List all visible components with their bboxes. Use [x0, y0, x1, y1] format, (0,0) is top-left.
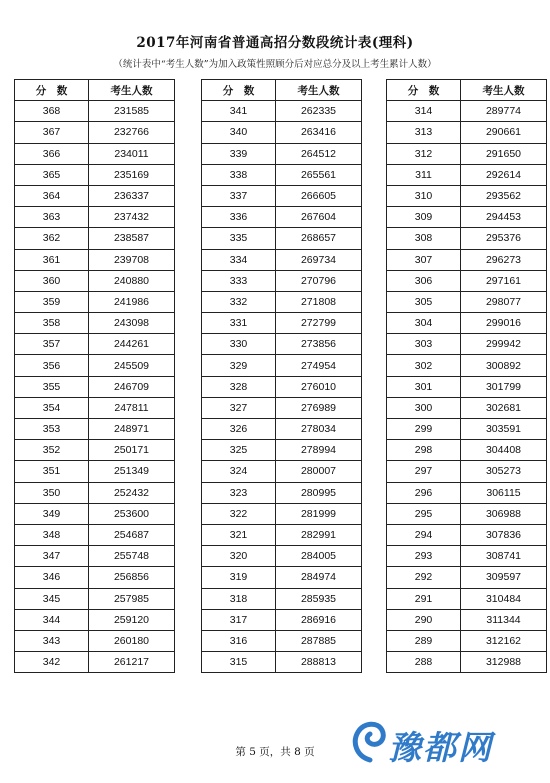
- table-row: [202, 355, 362, 376]
- count-cell: 254687: [89, 524, 175, 545]
- count-cell: 234011: [89, 143, 175, 164]
- table-row: [15, 376, 175, 397]
- score-cell: 342: [15, 652, 89, 673]
- count-cell: 312988: [461, 652, 547, 673]
- table-row: [202, 101, 362, 122]
- count-cell: 291650: [461, 143, 547, 164]
- table-row: [15, 355, 175, 376]
- table-row: [202, 143, 362, 164]
- table-row: [387, 334, 547, 355]
- table-row: [202, 185, 362, 206]
- table-row: [202, 270, 362, 291]
- score-cell: 302: [387, 355, 461, 376]
- count-cell: 267604: [276, 207, 362, 228]
- table-row: [387, 101, 547, 122]
- score-cell: 339: [202, 143, 276, 164]
- count-cell: 255748: [89, 546, 175, 567]
- score-cell: 332: [202, 291, 276, 312]
- count-cell: 238587: [89, 228, 175, 249]
- table-row: [202, 376, 362, 397]
- count-cell: 278994: [276, 440, 362, 461]
- header-score: 分 数: [387, 80, 461, 101]
- table-row: [15, 524, 175, 545]
- score-cell: 329: [202, 355, 276, 376]
- count-cell: 287885: [276, 630, 362, 651]
- header-count: 考生人数: [461, 80, 547, 101]
- score-cell: 316: [202, 630, 276, 651]
- page-number: 第 5 页，共 8 页: [235, 746, 315, 758]
- header-count: 考生人数: [276, 80, 362, 101]
- score-cell: 313: [387, 122, 461, 143]
- table-row: [202, 652, 362, 673]
- count-cell: 301799: [461, 376, 547, 397]
- table-row: [387, 567, 547, 588]
- table-row: [15, 630, 175, 651]
- count-cell: 309597: [461, 567, 547, 588]
- table-row: [387, 630, 547, 651]
- count-cell: 281999: [276, 503, 362, 524]
- table-row: [15, 334, 175, 355]
- score-cell: 343: [15, 630, 89, 651]
- watermark-logo: [348, 716, 544, 768]
- score-cell: 360: [15, 270, 89, 291]
- count-cell: 235169: [89, 164, 175, 185]
- table-row: [15, 313, 175, 334]
- score-cell: 341: [202, 101, 276, 122]
- count-cell: 305273: [461, 461, 547, 482]
- table-row: [15, 397, 175, 418]
- table-row: [387, 461, 547, 482]
- table-row: [387, 228, 547, 249]
- count-cell: 232766: [89, 122, 175, 143]
- table-row: [387, 652, 547, 673]
- table-row: [15, 588, 175, 609]
- score-cell: 353: [15, 419, 89, 440]
- score-cell: 362: [15, 228, 89, 249]
- score-cell: 340: [202, 122, 276, 143]
- score-cell: 367: [15, 122, 89, 143]
- score-cell: 346: [15, 567, 89, 588]
- count-cell: 304408: [461, 440, 547, 461]
- count-cell: 274954: [276, 355, 362, 376]
- count-cell: 263416: [276, 122, 362, 143]
- score-cell: 327: [202, 397, 276, 418]
- count-cell: 266605: [276, 185, 362, 206]
- table-row: [387, 270, 547, 291]
- table-row: [15, 461, 175, 482]
- count-cell: 236337: [89, 185, 175, 206]
- score-cell: 308: [387, 228, 461, 249]
- document-title: 2017年河南省普通高招分数段统计表(理科): [136, 35, 414, 51]
- count-cell: 244261: [89, 334, 175, 355]
- score-cell: 297: [387, 461, 461, 482]
- count-cell: 265561: [276, 164, 362, 185]
- score-cell: 315: [202, 652, 276, 673]
- count-cell: 240880: [89, 270, 175, 291]
- table-row: [387, 397, 547, 418]
- score-cell: 319: [202, 567, 276, 588]
- table-row: [202, 546, 362, 567]
- count-cell: 239708: [89, 249, 175, 270]
- table-row: [202, 122, 362, 143]
- score-cell: 354: [15, 397, 89, 418]
- score-cell: 305: [387, 291, 461, 312]
- count-cell: 276010: [276, 376, 362, 397]
- count-cell: 286916: [276, 609, 362, 630]
- score-cell: 352: [15, 440, 89, 461]
- count-cell: 306115: [461, 482, 547, 503]
- table-row: [202, 249, 362, 270]
- count-cell: 299942: [461, 334, 547, 355]
- table-row: [202, 291, 362, 312]
- table-row: [15, 567, 175, 588]
- count-cell: 261217: [89, 652, 175, 673]
- score-cell: 293: [387, 546, 461, 567]
- table-row: [15, 143, 175, 164]
- watermark-text: 豫都网: [388, 728, 493, 767]
- count-cell: 300892: [461, 355, 547, 376]
- table-row: [202, 609, 362, 630]
- count-cell: 276989: [276, 397, 362, 418]
- score-cell: 322: [202, 503, 276, 524]
- count-cell: 247811: [89, 397, 175, 418]
- count-cell: 259120: [89, 609, 175, 630]
- count-cell: 289774: [461, 101, 547, 122]
- table-row: [202, 207, 362, 228]
- table-row: [202, 524, 362, 545]
- table-row: [202, 461, 362, 482]
- header-row: [202, 80, 362, 101]
- score-table-2: [201, 79, 362, 673]
- score-cell: 304: [387, 313, 461, 334]
- table-row: [387, 207, 547, 228]
- score-cell: 306: [387, 270, 461, 291]
- table-row: [15, 440, 175, 461]
- count-cell: 294453: [461, 207, 547, 228]
- table-row: [15, 291, 175, 312]
- header-row: [15, 80, 175, 101]
- table-row: [202, 482, 362, 503]
- count-cell: 303591: [461, 419, 547, 440]
- table-row: [387, 482, 547, 503]
- table-row: [387, 313, 547, 334]
- score-cell: 328: [202, 376, 276, 397]
- score-cell: 317: [202, 609, 276, 630]
- count-cell: 248971: [89, 419, 175, 440]
- table-row: [15, 122, 175, 143]
- count-cell: 250171: [89, 440, 175, 461]
- count-cell: 273856: [276, 334, 362, 355]
- count-cell: 297161: [461, 270, 547, 291]
- score-cell: 357: [15, 334, 89, 355]
- score-cell: 365: [15, 164, 89, 185]
- count-cell: 251349: [89, 461, 175, 482]
- count-cell: 246709: [89, 376, 175, 397]
- table-row: [202, 419, 362, 440]
- score-cell: 307: [387, 249, 461, 270]
- table-row: [387, 143, 547, 164]
- count-cell: 310484: [461, 588, 547, 609]
- score-cell: 363: [15, 207, 89, 228]
- table-row: [202, 334, 362, 355]
- header-row: [387, 80, 547, 101]
- score-cell: 301: [387, 376, 461, 397]
- score-cell: 366: [15, 143, 89, 164]
- table-row: [202, 567, 362, 588]
- count-cell: 308741: [461, 546, 547, 567]
- score-cell: 303: [387, 334, 461, 355]
- count-cell: 271808: [276, 291, 362, 312]
- score-cell: 355: [15, 376, 89, 397]
- score-cell: 324: [202, 461, 276, 482]
- count-cell: 284974: [276, 567, 362, 588]
- count-cell: 307836: [461, 524, 547, 545]
- count-cell: 299016: [461, 313, 547, 334]
- score-cell: 351: [15, 461, 89, 482]
- score-cell: 289: [387, 630, 461, 651]
- score-cell: 290: [387, 609, 461, 630]
- count-cell: 302681: [461, 397, 547, 418]
- score-cell: 330: [202, 334, 276, 355]
- score-cell: 321: [202, 524, 276, 545]
- count-cell: 237432: [89, 207, 175, 228]
- score-cell: 320: [202, 546, 276, 567]
- table-row: [202, 397, 362, 418]
- count-cell: 280995: [276, 482, 362, 503]
- table-row: [387, 291, 547, 312]
- table-row: [15, 249, 175, 270]
- score-cell: 344: [15, 609, 89, 630]
- count-cell: 253600: [89, 503, 175, 524]
- count-cell: 296273: [461, 249, 547, 270]
- table-row: [387, 164, 547, 185]
- table-row: [15, 419, 175, 440]
- table-row: [387, 546, 547, 567]
- count-cell: 282991: [276, 524, 362, 545]
- score-cell: 331: [202, 313, 276, 334]
- score-cell: 294: [387, 524, 461, 545]
- score-cell: 291: [387, 588, 461, 609]
- score-cell: 310: [387, 185, 461, 206]
- score-cell: 288: [387, 652, 461, 673]
- table-row: [387, 503, 547, 524]
- count-cell: 245509: [89, 355, 175, 376]
- table-row: [387, 419, 547, 440]
- score-cell: 335: [202, 228, 276, 249]
- score-cell: 295: [387, 503, 461, 524]
- document-subtitle: （统计表中“考生人数”为加入政策性照顾分后对应总分及以上考生累计人数）: [113, 59, 437, 70]
- score-cell: 361: [15, 249, 89, 270]
- count-cell: 312162: [461, 630, 547, 651]
- count-cell: 252432: [89, 482, 175, 503]
- count-cell: 256856: [89, 567, 175, 588]
- count-cell: 231585: [89, 101, 175, 122]
- score-cell: 338: [202, 164, 276, 185]
- score-cell: 323: [202, 482, 276, 503]
- table-row: [387, 588, 547, 609]
- count-cell: 278034: [276, 419, 362, 440]
- table-row: [202, 313, 362, 334]
- table-row: [15, 482, 175, 503]
- table-row: [202, 630, 362, 651]
- count-cell: 272799: [276, 313, 362, 334]
- score-cell: 292: [387, 567, 461, 588]
- score-cell: 312: [387, 143, 461, 164]
- table-row: [387, 355, 547, 376]
- count-cell: 292614: [461, 164, 547, 185]
- table-row: [387, 122, 547, 143]
- table-row: [387, 524, 547, 545]
- score-cell: 318: [202, 588, 276, 609]
- score-cell: 345: [15, 588, 89, 609]
- score-cell: 333: [202, 270, 276, 291]
- header-score: 分 数: [202, 80, 276, 101]
- table-row: [15, 546, 175, 567]
- table-row: [15, 270, 175, 291]
- table-row: [387, 609, 547, 630]
- score-cell: 364: [15, 185, 89, 206]
- score-cell: 296: [387, 482, 461, 503]
- score-cell: 300: [387, 397, 461, 418]
- count-cell: 306988: [461, 503, 547, 524]
- table-row: [202, 588, 362, 609]
- count-cell: 268657: [276, 228, 362, 249]
- score-cell: 350: [15, 482, 89, 503]
- score-cell: 347: [15, 546, 89, 567]
- score-cell: 348: [15, 524, 89, 545]
- count-cell: 270796: [276, 270, 362, 291]
- count-cell: 288813: [276, 652, 362, 673]
- table-row: [202, 503, 362, 524]
- score-cell: 326: [202, 419, 276, 440]
- score-cell: 336: [202, 207, 276, 228]
- score-cell: 314: [387, 101, 461, 122]
- count-cell: 311344: [461, 609, 547, 630]
- header-score: 分 数: [15, 80, 89, 101]
- count-cell: 280007: [276, 461, 362, 482]
- table-row: [202, 440, 362, 461]
- score-cell: 299: [387, 419, 461, 440]
- table-row: [15, 101, 175, 122]
- score-cell: 349: [15, 503, 89, 524]
- score-cell: 358: [15, 313, 89, 334]
- table-row: [15, 228, 175, 249]
- table-row: [15, 652, 175, 673]
- count-cell: 262335: [276, 101, 362, 122]
- count-cell: 284005: [276, 546, 362, 567]
- table-row: [15, 609, 175, 630]
- table-row: [15, 503, 175, 524]
- table-row: [202, 228, 362, 249]
- count-cell: 264512: [276, 143, 362, 164]
- score-cell: 309: [387, 207, 461, 228]
- table-row: [15, 207, 175, 228]
- score-cell: 368: [15, 101, 89, 122]
- table-row: [387, 249, 547, 270]
- count-cell: 243098: [89, 313, 175, 334]
- count-cell: 290661: [461, 122, 547, 143]
- score-table-1: [14, 79, 175, 673]
- table-row: [202, 164, 362, 185]
- table-row: [387, 440, 547, 461]
- count-cell: 298077: [461, 291, 547, 312]
- score-cell: 298: [387, 440, 461, 461]
- score-cell: 325: [202, 440, 276, 461]
- score-cell: 359: [15, 291, 89, 312]
- score-table-3: [386, 79, 547, 673]
- count-cell: 285935: [276, 588, 362, 609]
- count-cell: 269734: [276, 249, 362, 270]
- count-cell: 260180: [89, 630, 175, 651]
- table-row: [387, 376, 547, 397]
- count-cell: 293562: [461, 185, 547, 206]
- header-count: 考生人数: [89, 80, 175, 101]
- count-cell: 295376: [461, 228, 547, 249]
- table-row: [387, 185, 547, 206]
- table-row: [15, 164, 175, 185]
- score-cell: 337: [202, 185, 276, 206]
- table-row: [15, 185, 175, 206]
- score-cell: 356: [15, 355, 89, 376]
- spiral-logo-icon: [348, 716, 392, 764]
- count-cell: 241986: [89, 291, 175, 312]
- score-cell: 311: [387, 164, 461, 185]
- count-cell: 257985: [89, 588, 175, 609]
- score-cell: 334: [202, 249, 276, 270]
